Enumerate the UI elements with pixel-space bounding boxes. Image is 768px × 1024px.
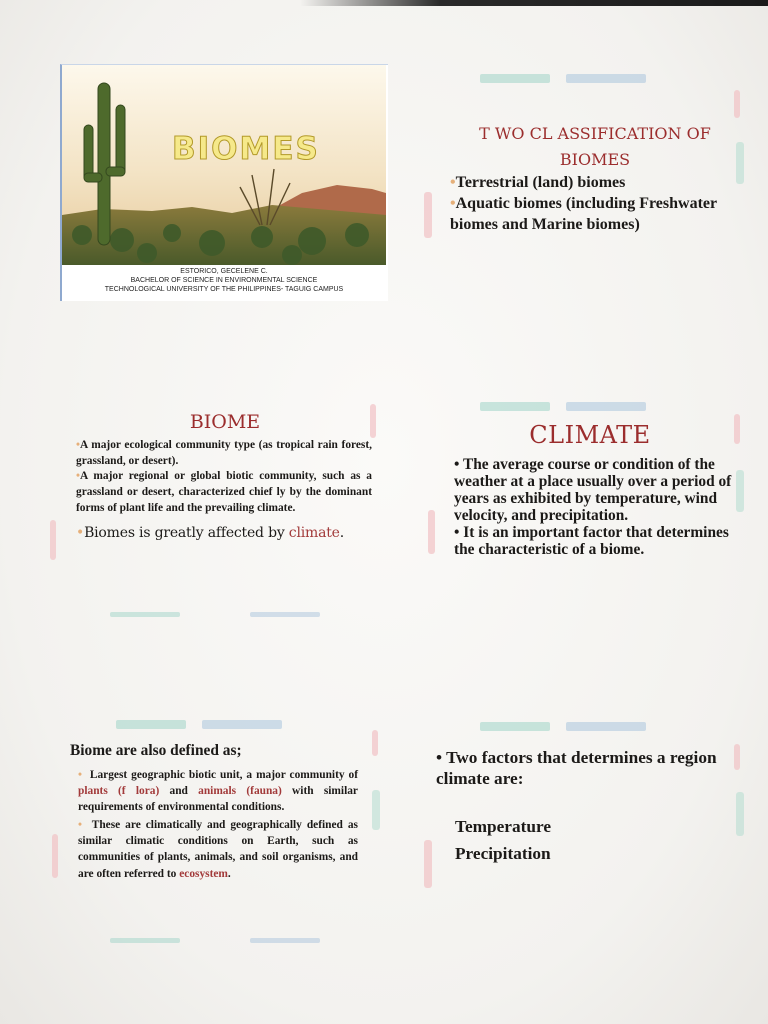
slide-decoration bbox=[370, 404, 376, 438]
bullet-definition-2: •A major regional or global biotic community, such as a grassland or desert, characterized chief ly by the dominant forms of plant life and the prevailing climate. bbox=[76, 470, 372, 514]
slide-decoration bbox=[202, 720, 282, 729]
bullet-terrestrial: •Terrestrial (land) biomes bbox=[450, 174, 626, 191]
slide-decoration bbox=[116, 720, 186, 729]
bullet-climate-effect: •Biomes is greatly affected by climate. bbox=[76, 524, 344, 541]
title-biomes: BIOMES bbox=[172, 131, 320, 167]
credit-name: ESTORICO, GECELENE C. bbox=[180, 268, 268, 275]
slide-decoration bbox=[480, 402, 550, 411]
bullet-climate-factor: • It is an important factor that determines the characteristic of a biome. bbox=[454, 524, 729, 558]
bullet-aquatic: •Aquatic biomes (including Freshwater biomes and Marine biomes) bbox=[450, 195, 717, 233]
slide-2-title bbox=[440, 121, 750, 173]
bullet-definition-1: •A major ecological community type (as tropical rain forest, grassland, or desert). bbox=[76, 439, 372, 467]
slide-decoration bbox=[110, 612, 180, 617]
slide-decoration bbox=[734, 90, 740, 118]
factor-temperature: Temperature bbox=[455, 817, 551, 836]
slide-decoration bbox=[566, 722, 646, 731]
slide-decoration bbox=[250, 938, 320, 943]
bullet-biotic-unit: • Largest geographic biotic unit, a major community of plants (f lora) and animals (fauna) with similar requirements of environmental conditions. bbox=[78, 769, 359, 814]
climate-factors-list bbox=[455, 813, 715, 867]
slide-decoration bbox=[480, 74, 550, 83]
slide-decoration bbox=[480, 722, 550, 731]
credit-university: TECHNOLOGICAL UNIVERSITY OF THE PHILIPPINES- TAGUIG CAMPUS bbox=[104, 286, 344, 293]
bullet-ecosystem: • These are climatically and geographically defined as similar climatic conditions on Earth, such as communities of plants, animals, and soil organisms, and are often referred to ecosystem. bbox=[78, 819, 358, 880]
slide-decoration bbox=[424, 840, 432, 888]
slide-decoration bbox=[372, 730, 378, 756]
slide-decoration bbox=[566, 74, 646, 83]
title-line: T WO CL ASSIFICATION OF bbox=[479, 124, 711, 143]
slide-6-bullet: • Two factors that determines a region climate are: bbox=[436, 748, 717, 788]
slide-decoration bbox=[424, 192, 432, 238]
slide-5-body bbox=[78, 767, 358, 882]
slide-decoration bbox=[372, 790, 380, 830]
slide-decoration bbox=[250, 612, 320, 617]
slide-decoration bbox=[428, 510, 435, 554]
slide-decoration bbox=[736, 792, 744, 836]
title-photo-frame bbox=[60, 64, 388, 301]
slide-3-title: BIOME bbox=[189, 411, 261, 433]
factor-precipitation: Precipitation bbox=[455, 844, 551, 863]
slide-decoration bbox=[52, 834, 58, 878]
slide-2-bullets bbox=[450, 172, 730, 235]
slide-4-title: CLIMATE bbox=[529, 421, 651, 449]
slide-4-body bbox=[454, 456, 739, 558]
title-line: BIOMES bbox=[559, 150, 631, 169]
slide-3-body bbox=[76, 438, 372, 541]
slide-5-title: Biome are also defined as; bbox=[70, 742, 242, 759]
scan-edge bbox=[300, 0, 768, 6]
slide-decoration bbox=[110, 938, 180, 943]
presenter-credits bbox=[62, 267, 386, 294]
bullet-climate-definition: • The average course or condition of the weather at a place usually over a period of years as exhibited by temperature, wind velocity, and precipitation. bbox=[454, 456, 732, 524]
slide-decoration bbox=[566, 402, 646, 411]
slide-decoration bbox=[50, 520, 56, 560]
credit-degree: BACHELOR OF SCIENCE IN ENVIRONMENTAL SCIENCE bbox=[130, 277, 318, 284]
